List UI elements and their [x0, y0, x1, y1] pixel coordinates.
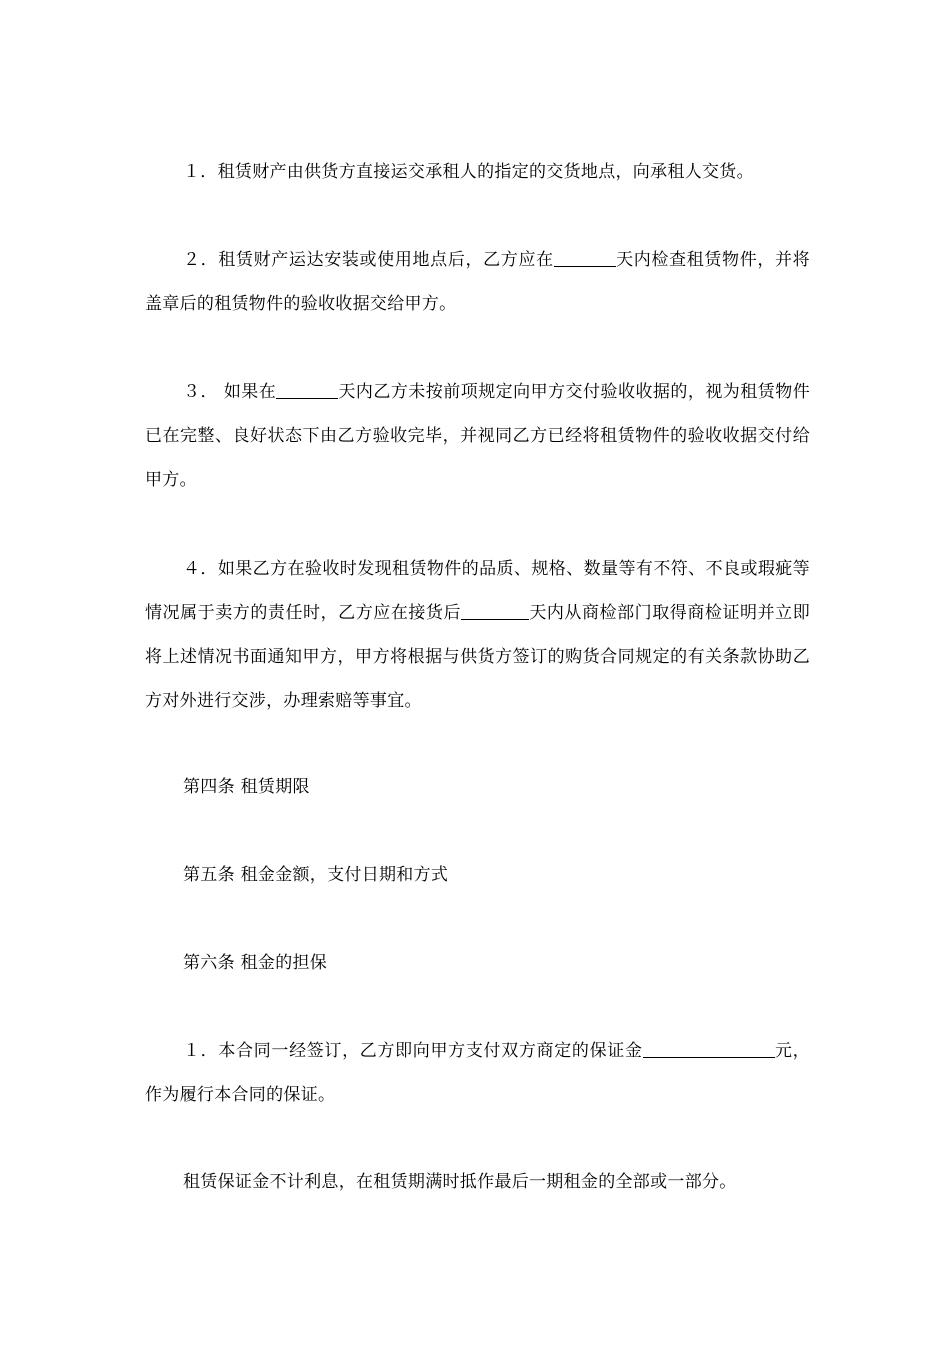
clause-3-item-3: [145, 370, 810, 502]
article-6-item-1-text-a: １．本合同一经签订，乙方即向甲方支付双方商定的保证金: [183, 1041, 643, 1061]
blank-days-certificate: [461, 601, 529, 620]
article-6-item-1: [145, 1029, 810, 1117]
clause-3-item-3-text-b: 天内乙方未按前项规定向甲方交付验收收据的，视为租赁物件已在完整、良好状态下由乙方验收完毕，并视同乙方已经将租赁物件的验收收据交付给甲方。: [145, 382, 810, 490]
article-6-item-1-text-b: 元，作为履行本合同的保证。: [145, 1041, 810, 1105]
article-5-heading-text: 第五条 租金金额，支付日期和方式: [183, 865, 449, 885]
clause-3-item-2-text-b: 天内检查租赁物件，并将盖章后的租赁物件的验收收据交给甲方。: [145, 250, 810, 314]
article-4-heading: [183, 765, 310, 809]
clause-3-item-1: [145, 150, 810, 194]
clause-3-item-4: [145, 547, 810, 723]
clause-3-item-1-text: １．租赁财产由供货方直接运交承租人的指定的交货地点，向承租人交货。: [183, 162, 754, 182]
deposit-interest-note-text: 租赁保证金不计利息，在租赁期满时抵作最后一期租金的全部或一部分。: [183, 1172, 737, 1192]
deposit-interest-note: [145, 1160, 810, 1204]
article-6-heading-text: 第六条 租金的担保: [183, 953, 328, 973]
article-6-heading: [183, 941, 327, 985]
clause-3-item-4-text-b: 天内从商检部门取得商检证明并立即将上述情况书面通知甲方，甲方将根据与供货方签订的购货合同规定的有关条款协助乙方对外进行交涉，办理索赔等事宜。: [145, 603, 810, 711]
clause-3-item-2: [145, 238, 810, 326]
blank-days-receipt: [276, 380, 338, 399]
clause-3-item-4-text-a: ４．如果乙方在验收时发现租赁物件的品质、规格、数量等有不符、不良或瑕疵等情况属于卖方的责任时，乙方应在接货后: [145, 559, 810, 623]
blank-deposit-amount: [643, 1039, 775, 1058]
article-5-heading: [183, 853, 448, 897]
blank-days-inspection: [554, 248, 616, 267]
article-4-heading-text: 第四条 租赁期限: [183, 777, 310, 797]
clause-3-item-3-text-a: ３． 如果在: [183, 382, 277, 402]
clause-3-item-2-text-a: ２．租赁财产运达安装或使用地点后，乙方应在: [183, 250, 554, 270]
